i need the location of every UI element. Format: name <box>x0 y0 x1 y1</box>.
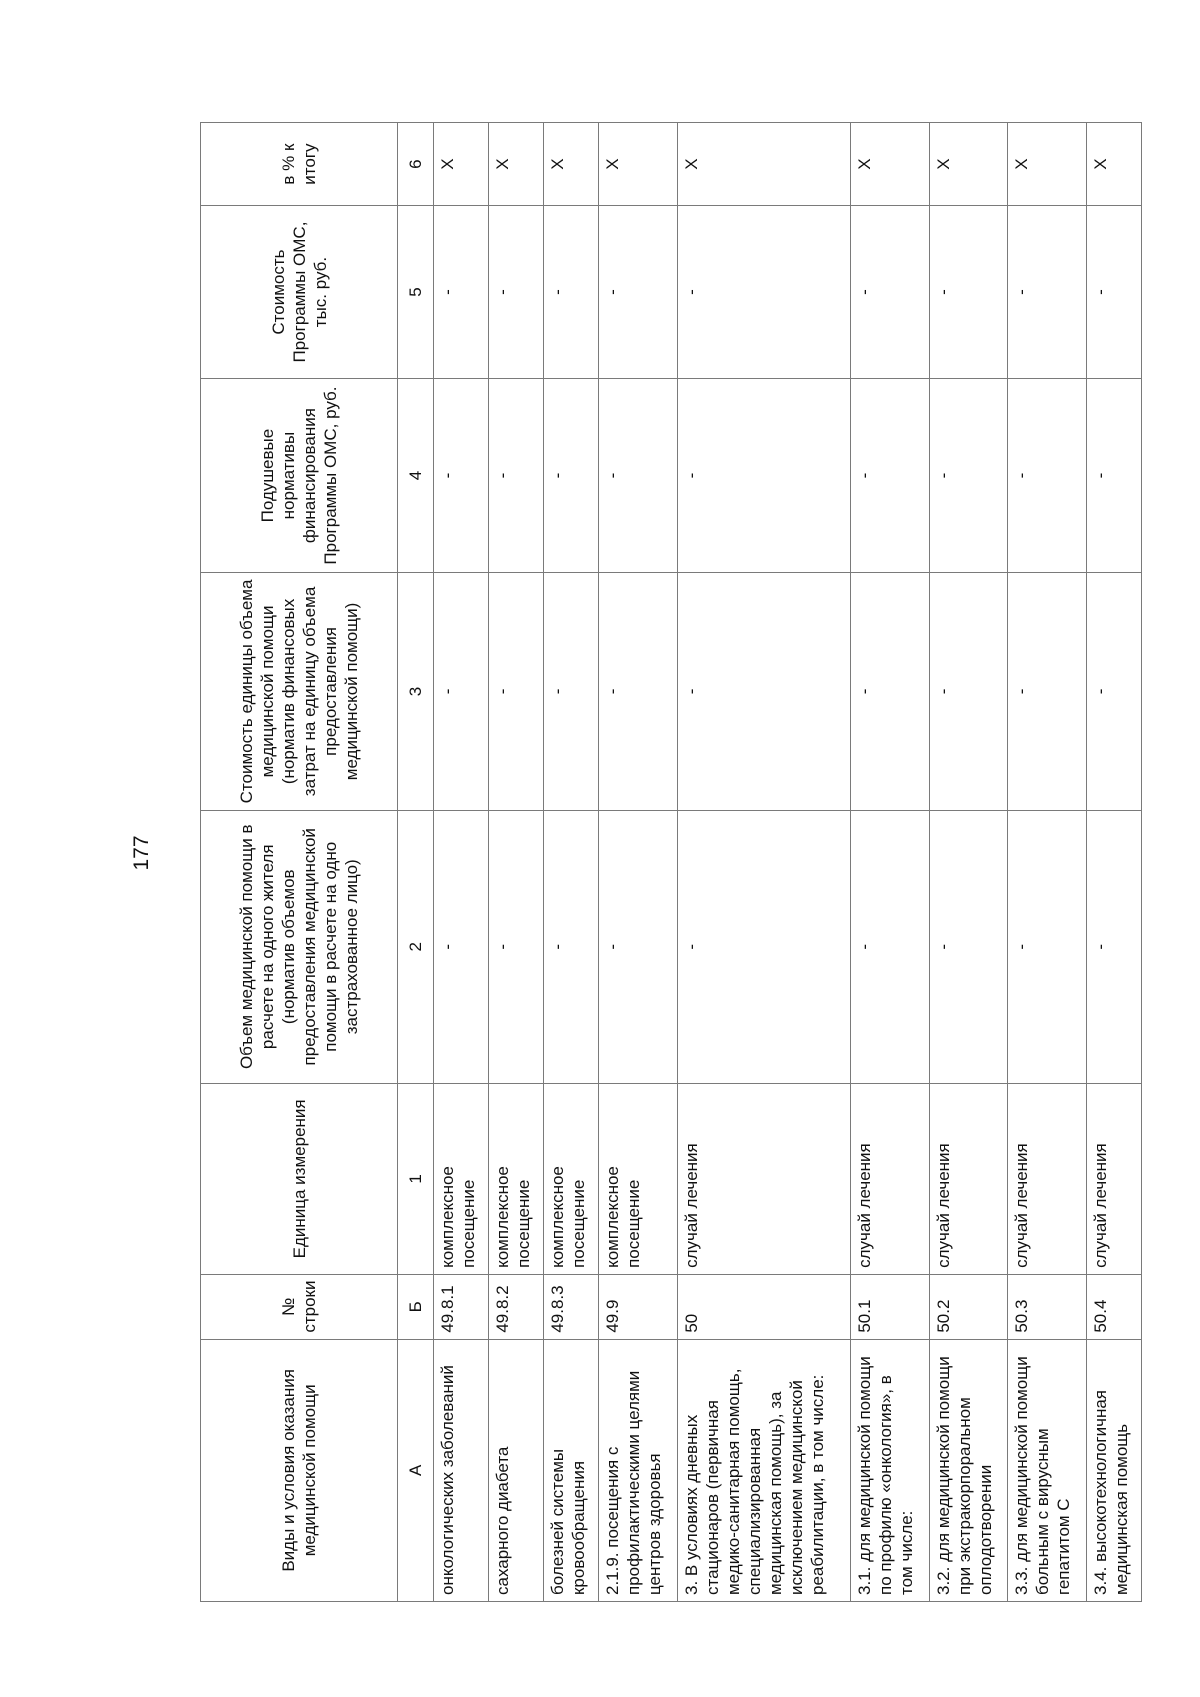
row-program-cost: - <box>929 206 1008 379</box>
row-unit: случай лечения <box>677 1083 850 1274</box>
column-index-row <box>398 123 434 1602</box>
row-program-cost: - <box>1008 206 1087 379</box>
index-cell: 4 <box>398 378 434 572</box>
header-cell: в % к итогу <box>201 123 398 206</box>
row-unit-cost: - <box>677 573 850 811</box>
row-per-capita: - <box>850 378 929 572</box>
row-number: 50.1 <box>850 1274 929 1339</box>
row-unit-cost: - <box>434 573 489 811</box>
row-unit-cost: - <box>544 573 599 811</box>
row-unit-cost: - <box>929 573 1008 811</box>
row-number: 49.8.2 <box>489 1274 544 1339</box>
row-number: 50.4 <box>1086 1274 1141 1339</box>
index-cell: 1 <box>398 1083 434 1274</box>
row-name: сахарного диабета <box>489 1339 544 1601</box>
row-per-capita: - <box>434 378 489 572</box>
row-name: 3. В условиях дневных стационаров (первичная медико-санитарная помощь, специализированная медицинская помощь), за исключением медицинской реабилитации, в том числе: <box>677 1339 850 1601</box>
header-cell: Стоимость единицы объема медицинской помощи (норматив финансовых затрат на единицу объема предоставления медицинской помощи) <box>201 573 398 811</box>
index-cell: 6 <box>398 123 434 206</box>
row-number: 50 <box>677 1274 850 1339</box>
row-volume: - <box>434 810 489 1083</box>
table-row <box>1008 123 1087 1602</box>
row-per-capita: - <box>929 378 1008 572</box>
row-unit: случай лечения <box>1008 1083 1087 1274</box>
row-name: 3.4. высокотехнологичная медицинская помощь <box>1086 1339 1141 1601</box>
row-volume: - <box>544 810 599 1083</box>
header-row <box>201 123 398 1602</box>
row-unit: комплексное посещение <box>544 1083 599 1274</box>
row-number: 50.3 <box>1008 1274 1087 1339</box>
row-volume: - <box>1086 810 1141 1083</box>
row-per-capita: - <box>544 378 599 572</box>
row-unit-cost: - <box>489 573 544 811</box>
row-unit: комплексное посещение <box>489 1083 544 1274</box>
header-cell: Единица измерения <box>201 1083 398 1274</box>
row-number: 49.8.3 <box>544 1274 599 1339</box>
row-unit-cost: - <box>850 573 929 811</box>
row-number: 50.2 <box>929 1274 1008 1339</box>
header-cell: Подушевые нормативы финансирования Программы ОМС, руб. <box>201 378 398 572</box>
row-name: 3.1. для медицинской помощи по профилю «онкология», в том числе: <box>850 1339 929 1601</box>
row-unit: случай лечения <box>850 1083 929 1274</box>
row-percent: Х <box>434 123 489 206</box>
index-cell: 2 <box>398 810 434 1083</box>
row-program-cost: - <box>434 206 489 379</box>
row-name: 3.3. для медицинской помощи больным с вирусным гепатитом С <box>1008 1339 1087 1601</box>
index-cell: А <box>398 1339 434 1601</box>
row-percent: Х <box>929 123 1008 206</box>
financing-table <box>200 122 1142 1602</box>
header-cell: Стоимость Программы ОМС, тыс. руб. <box>201 206 398 379</box>
row-percent: Х <box>1008 123 1087 206</box>
row-per-capita: - <box>1008 378 1087 572</box>
header-cell: Виды и условия оказания медицинской помощи <box>201 1339 398 1601</box>
row-percent: Х <box>544 123 599 206</box>
row-volume: - <box>929 810 1008 1083</box>
row-per-capita: - <box>1086 378 1141 572</box>
row-unit: комплексное посещение <box>599 1083 678 1274</box>
row-percent: Х <box>677 123 850 206</box>
row-volume: - <box>677 810 850 1083</box>
table-row <box>599 123 678 1602</box>
page-number: 177 <box>130 835 153 871</box>
row-program-cost: - <box>599 206 678 379</box>
row-unit-cost: - <box>1008 573 1087 811</box>
row-unit-cost: - <box>599 573 678 811</box>
table-row <box>677 123 850 1602</box>
index-cell: 5 <box>398 206 434 379</box>
table-row <box>489 123 544 1602</box>
row-volume: - <box>1008 810 1087 1083</box>
row-name: 2.1.9. посещения с профилактическими целями центров здоровья <box>599 1339 678 1601</box>
rotated-table-container <box>200 122 1142 1602</box>
row-percent: Х <box>1086 123 1141 206</box>
row-program-cost: - <box>1086 206 1141 379</box>
table-row <box>434 123 489 1602</box>
row-volume: - <box>599 810 678 1083</box>
row-program-cost: - <box>850 206 929 379</box>
row-per-capita: - <box>489 378 544 572</box>
header-cell: Объем медицинской помощи в расчете на одного жителя (норматив объемов предоставления медицинской помощи в расчете на одно застрахованное лицо) <box>201 810 398 1083</box>
row-per-capita: - <box>677 378 850 572</box>
row-name: онкологических заболеваний <box>434 1339 489 1601</box>
index-cell: Б <box>398 1274 434 1339</box>
row-name: болезней системы кровообращения <box>544 1339 599 1601</box>
row-percent: Х <box>850 123 929 206</box>
row-number: 49.8.1 <box>434 1274 489 1339</box>
row-unit: комплексное посещение <box>434 1083 489 1274</box>
table-row <box>544 123 599 1602</box>
row-percent: Х <box>489 123 544 206</box>
header-cell: № строки <box>201 1274 398 1339</box>
row-program-cost: - <box>544 206 599 379</box>
table-row <box>1086 123 1141 1602</box>
row-volume: - <box>489 810 544 1083</box>
table-row <box>850 123 929 1602</box>
row-volume: - <box>850 810 929 1083</box>
row-unit: случай лечения <box>1086 1083 1141 1274</box>
row-name: 3.2. для медицинской помощи при экстракорпоральном оплодотворении <box>929 1339 1008 1601</box>
row-program-cost: - <box>677 206 850 379</box>
row-unit-cost: - <box>1086 573 1141 811</box>
row-program-cost: - <box>489 206 544 379</box>
row-number: 49.9 <box>599 1274 678 1339</box>
row-unit: случай лечения <box>929 1083 1008 1274</box>
row-per-capita: - <box>599 378 678 572</box>
table-row <box>929 123 1008 1602</box>
index-cell: 3 <box>398 573 434 811</box>
row-percent: Х <box>599 123 678 206</box>
